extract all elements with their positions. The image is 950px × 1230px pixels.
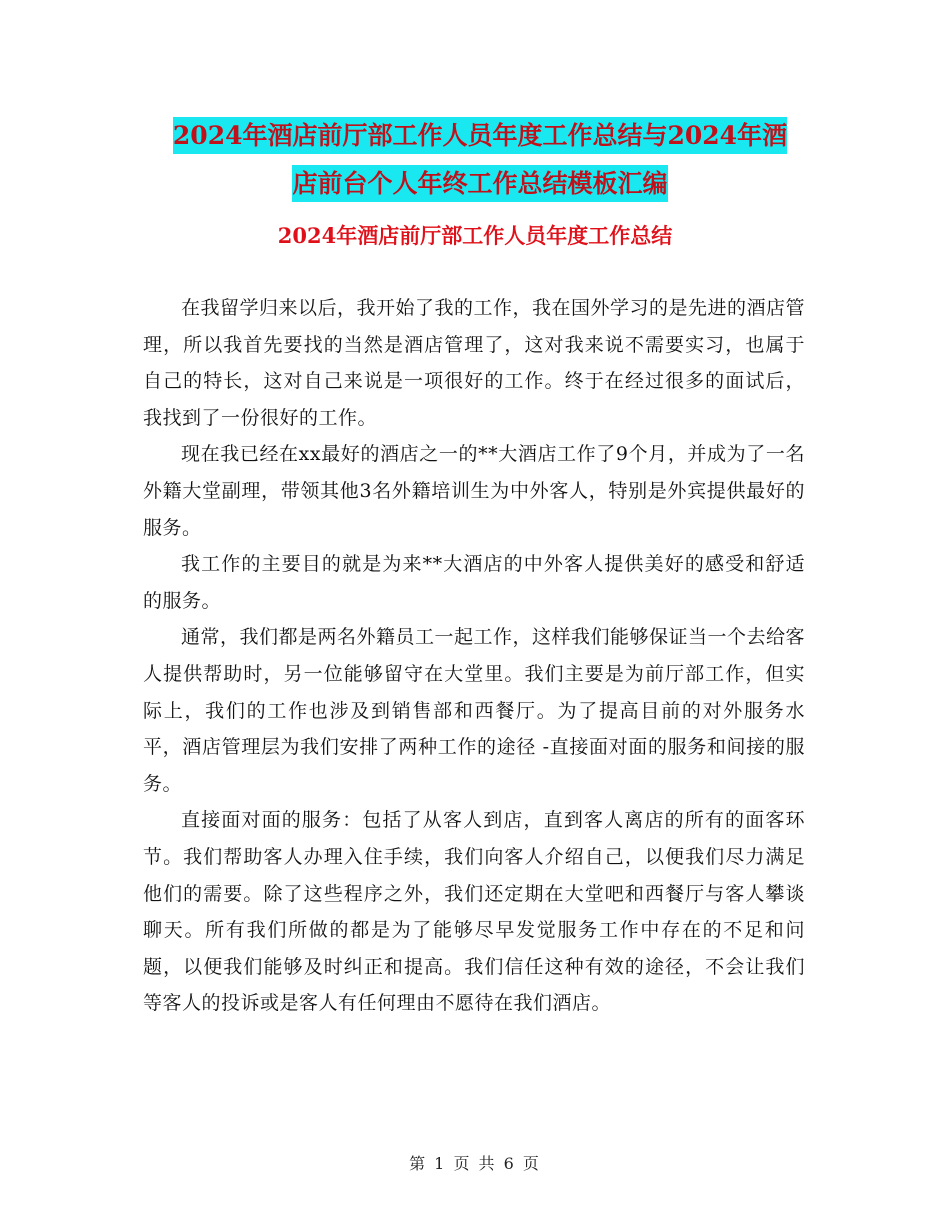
document-title-line-2: 店前台个人年终工作总结模板汇编: [292, 165, 667, 202]
paragraph: 现在我已经在xx最好的酒店之一的**大酒店工作了9个月，并成为了一名外籍大堂副理，带领其他3名外籍培训生为中外客人，特别是外宾提供最好的服务。: [143, 443, 805, 539]
document-body: [143, 290, 805, 1022]
section-title: 2024年酒店前厅部工作人员年度工作总结: [277, 223, 673, 248]
paragraph: 直接面对面的服务：包括了从客人到店，直到客人离店的所有的面客环节。我们帮助客人办理入住手续，我们向客人介绍自己，以便我们尽力满足他们的需要。除了这些程序之外，我们还定期在大堂吧和西餐厅与客人攀谈聊天。所有我们所做的都是为了能够尽早发觉服务工作中存在的不足和问题，以便我们能够及时纠正和提高。我们信任这种有效的途径，不会让我们等客人的投诉或是客人有任何理由不愿待在我们酒店。: [143, 809, 805, 1015]
paragraph: 通常，我们都是两名外籍员工一起工作，这样我们能够保证当一个去给客人提供帮助时，另一位能够留守在大堂里。我们主要是为前厅部工作，但实际上，我们的工作也涉及到销售部和西餐厅。为了提高目前的对外服务水平，酒店管理层为我们安排了两种工作的途径 -直接面对面的服务和间接的服务。: [143, 626, 806, 795]
document-title-line-1: 2024年酒店前厅部工作人员年度工作总结与2024年酒: [173, 117, 787, 154]
page-number-footer: 第 1 页 共 6 页: [409, 1154, 541, 1173]
paragraph: 在我留学归来以后，我开始了我的工作，我在国外学习的是先进的酒店管理，所以我首先要找的当然是酒店管理了，这对我来说不需要实习，也属于自己的特长，这对自己来说是一项很好的工作。终于在经过很多的面试后，我找到了一份很好的工作。: [143, 297, 806, 429]
paragraph: 我工作的主要目的就是为来**大酒店的中外客人提供美好的感受和舒适的服务。: [143, 553, 805, 612]
document-title: [140, 112, 820, 208]
